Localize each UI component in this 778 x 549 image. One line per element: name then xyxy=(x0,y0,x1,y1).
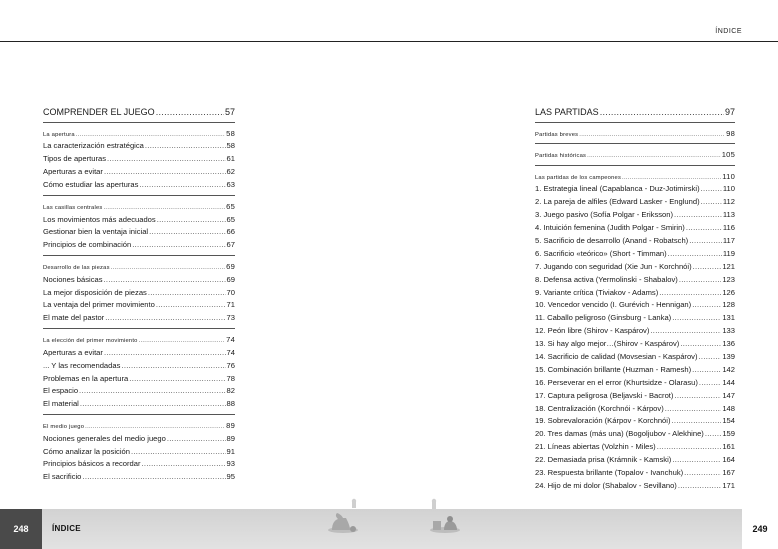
toc-entry-title: El espacio xyxy=(43,386,79,396)
toc-entry xyxy=(43,226,235,239)
toc-page-number: 136 xyxy=(722,339,735,349)
toc-entry-title: La elección del primer movimiento xyxy=(43,337,138,344)
toc-entry xyxy=(43,360,235,373)
running-header: ÍNDICE xyxy=(715,28,742,35)
dot-leader xyxy=(156,105,224,119)
dot-leader xyxy=(672,415,722,428)
dot-leader xyxy=(678,480,722,493)
toc-entry xyxy=(535,196,735,209)
toc-entry xyxy=(535,299,735,312)
dot-leader xyxy=(149,226,225,239)
toc-section-heading xyxy=(43,201,235,214)
toc-section-heading xyxy=(43,334,235,347)
toc-entry xyxy=(43,287,235,300)
toc-entry-title: Principios básicos a recordar xyxy=(43,459,141,469)
toc-entry-title: El mate del pastor xyxy=(43,313,105,323)
header-rule xyxy=(0,41,778,42)
dot-leader xyxy=(167,433,226,446)
toc-page-number: 76 xyxy=(226,360,235,370)
dot-leader xyxy=(693,261,722,274)
toc-entry xyxy=(535,235,735,248)
toc-entry xyxy=(43,179,235,192)
toc-entry-title: 3. Juego pasivo (Sofía Polgar - Eriksson) xyxy=(535,210,674,220)
toc-section-heading xyxy=(43,128,235,141)
dot-leader xyxy=(684,467,721,480)
dot-leader xyxy=(587,150,721,163)
page-footer xyxy=(0,509,778,549)
toc-entry xyxy=(535,441,735,454)
toc-left-column xyxy=(43,105,235,484)
toc-page-number: 110 xyxy=(722,184,735,194)
toc-page-number: 58 xyxy=(226,128,235,138)
toc-entry-title: La ventaja del primer movimiento xyxy=(43,300,155,310)
toc-page-number: 119 xyxy=(722,248,735,258)
toc-entry xyxy=(535,274,735,287)
toc-entry-title: ... Y las recomendadas xyxy=(43,360,121,370)
toc-entry-title: La mejor disposición de piezas xyxy=(43,287,147,297)
dot-leader xyxy=(107,153,226,166)
toc-entry xyxy=(535,325,735,338)
bishop-piece-icon xyxy=(428,497,440,537)
dot-leader xyxy=(105,312,225,325)
toc-entry-title: LAS PARTIDAS xyxy=(535,107,599,117)
toc-entry-title: Partidas breves xyxy=(535,131,579,138)
toc-page-number: 113 xyxy=(722,210,735,220)
toc-entry xyxy=(43,153,235,166)
toc-page-number: 97 xyxy=(724,107,735,117)
dot-leader xyxy=(699,377,721,390)
dot-leader xyxy=(689,235,722,248)
dot-leader xyxy=(82,471,225,484)
toc-page-number: 171 xyxy=(722,480,735,490)
toc-entry-title: 11. Caballo peligroso (Ginsburg - Lanka) xyxy=(535,313,672,323)
toc-page-number: 74 xyxy=(226,334,235,344)
toc-entry xyxy=(535,480,735,493)
toc-entry xyxy=(535,261,735,274)
toc-entry xyxy=(535,390,735,403)
toc-entry-title: Las casillas centrales xyxy=(43,204,103,211)
dot-leader xyxy=(657,441,722,454)
left-page-number: 248 xyxy=(0,509,42,549)
toc-entry-title: 1. Estrategia lineal (Capablanca - Duz-Jotimirski) xyxy=(535,184,700,194)
toc-page-number: 88 xyxy=(226,399,235,409)
dot-leader xyxy=(129,373,225,386)
toc-page-number: 133 xyxy=(722,326,735,336)
pawn-piece-icon xyxy=(348,497,360,537)
toc-entry xyxy=(43,398,235,411)
toc-entry xyxy=(43,239,235,252)
toc-page-number: 93 xyxy=(226,459,235,469)
toc-entry xyxy=(43,166,235,179)
toc-entry-title: Desarrollo de las piezas xyxy=(43,264,110,271)
toc-page-number: 89 xyxy=(226,420,235,430)
toc-page-number: 70 xyxy=(226,287,235,297)
dot-leader xyxy=(131,446,226,459)
toc-entry xyxy=(43,274,235,287)
section-divider xyxy=(43,328,235,329)
dot-leader xyxy=(142,458,226,471)
toc-page-number: 63 xyxy=(226,180,235,190)
toc-entry xyxy=(43,446,235,459)
toc-entry-title: Principios de combinación xyxy=(43,240,132,250)
toc-page-number: 148 xyxy=(722,403,735,413)
toc-entry-title: 21. Líneas abiertas (Volzhin - Miles) xyxy=(535,442,656,452)
toc-entry-title: 7. Jugando con seguridad (Xie Jun - Korchnói) xyxy=(535,261,692,271)
toc-entry-title: Aperturas a evitar xyxy=(43,347,103,357)
toc-page-number: 112 xyxy=(722,197,735,207)
toc-entry-title: Nociones básicas xyxy=(43,274,103,284)
toc-entry-title: Partidas históricas xyxy=(535,153,587,160)
toc-page-number: 126 xyxy=(722,287,735,297)
toc-entry xyxy=(43,140,235,153)
toc-entry xyxy=(43,214,235,227)
toc-page-number: 117 xyxy=(722,236,735,246)
toc-entry xyxy=(535,183,735,196)
toc-page-number: 154 xyxy=(722,416,735,426)
toc-page-number: 61 xyxy=(226,154,235,164)
toc-entry xyxy=(535,248,735,261)
toc-page-number: 58 xyxy=(226,141,235,151)
toc-entry-title: Aperturas a evitar xyxy=(43,167,103,177)
toc-page-number: 82 xyxy=(226,386,235,396)
toc-page-number: 62 xyxy=(226,167,235,177)
toc-entry-title: 2. La pareja de alfiles (Edward Lasker - Englund) xyxy=(535,197,700,207)
toc-entry xyxy=(43,347,235,360)
dot-leader xyxy=(659,287,721,300)
toc-entry-title: Nociones generales del medio juego xyxy=(43,433,166,443)
toc-page-number: 131 xyxy=(722,313,735,323)
dot-leader xyxy=(157,214,226,227)
dot-leader xyxy=(701,196,722,209)
toc-entry xyxy=(535,428,735,441)
toc-entry xyxy=(535,287,735,300)
toc-page-number: 159 xyxy=(722,429,735,439)
toc-section-heading xyxy=(43,261,235,274)
toc-page-number: 67 xyxy=(226,240,235,250)
toc-entry-title: COMPRENDER EL JUEGO xyxy=(43,107,155,117)
toc-right-column xyxy=(535,105,735,493)
dot-leader xyxy=(686,222,722,235)
toc-page-number: 65 xyxy=(226,214,235,224)
dot-leader xyxy=(692,364,721,377)
toc-entry xyxy=(535,403,735,416)
dot-leader xyxy=(692,299,721,312)
toc-page-number: 95 xyxy=(226,472,235,482)
toc-entry-title: La apertura xyxy=(43,131,75,138)
toc-entry-title: El material xyxy=(43,399,79,409)
dot-leader xyxy=(148,287,226,300)
toc-entry xyxy=(43,312,235,325)
section-divider xyxy=(535,143,735,144)
toc-page-number: 142 xyxy=(722,364,735,374)
toc-page-number: 105 xyxy=(721,150,735,160)
dot-leader xyxy=(679,274,722,287)
toc-section-heading xyxy=(535,149,735,162)
toc-entry-title: 14. Sacrificio de calidad (Movsesian - Kaspárov) xyxy=(535,352,698,362)
toc-entry xyxy=(43,433,235,446)
toc-section-heading xyxy=(535,171,735,184)
dot-leader xyxy=(701,183,722,196)
toc-entry xyxy=(43,471,235,484)
dot-leader xyxy=(104,166,226,179)
toc-part-heading xyxy=(43,105,235,119)
toc-entry xyxy=(535,312,735,325)
toc-entry-title: 8. Defensa activa (Yermolinski - Shabalov) xyxy=(535,274,678,284)
toc-entry-title: Gestionar bien la ventaja inicial xyxy=(43,227,149,237)
footer-title: ÍNDICE xyxy=(52,524,81,533)
dot-leader xyxy=(705,428,721,441)
toc-entry-title: 4. Intuición femenina (Judith Polgar - Smirin) xyxy=(535,223,685,233)
toc-page-number: 74 xyxy=(226,347,235,357)
toc-entry-title: 10. Vencedor vencido (I. Gurévich - Hennigan) xyxy=(535,300,692,310)
toc-entry xyxy=(535,222,735,235)
dot-leader xyxy=(699,351,722,364)
toc-page-number: 128 xyxy=(722,300,735,310)
toc-entry-title: La caracterización estratégica xyxy=(43,141,144,151)
right-page-number: 249 xyxy=(742,509,778,549)
toc-entry-title: Los movimientos más adecuados xyxy=(43,214,156,224)
toc-page-number: 69 xyxy=(226,274,235,284)
toc-entry-title: Las partidas de los campeones xyxy=(535,174,622,181)
dot-leader xyxy=(668,248,722,261)
toc-entry-title: 12. Peón libre (Shirov - Kaspárov) xyxy=(535,326,650,336)
toc-page-number: 164 xyxy=(722,455,735,465)
footer-band xyxy=(0,509,778,549)
toc-entry xyxy=(535,454,735,467)
dot-leader xyxy=(674,209,722,222)
dot-leader xyxy=(79,385,226,398)
toc-page-number: 71 xyxy=(226,300,235,310)
toc-page-number: 91 xyxy=(226,446,235,456)
dot-leader xyxy=(600,105,724,119)
dot-leader xyxy=(674,390,721,403)
toc-entry-title: 20. Tres damas (más una) (Bogoljubov - Alekhine) xyxy=(535,429,704,439)
toc-entry-title: 13. Si hay algo mejor…(Shirov - Kaspárov) xyxy=(535,339,680,349)
section-divider xyxy=(43,122,235,123)
toc-entry-title: 16. Perseverar en el error (Khurtsidze - Olarasu) xyxy=(535,377,698,387)
toc-entry-title: 19. Sobrevaloración (Kárpov - Korchnói) xyxy=(535,416,671,426)
dot-leader xyxy=(665,403,722,416)
toc-entry-title: 23. Respuesta brillante (Topalov - Ivanchuk) xyxy=(535,468,684,478)
dot-leader xyxy=(104,347,226,360)
toc-page-number: 144 xyxy=(722,377,735,387)
toc-page-number: 121 xyxy=(722,261,735,271)
toc-page-number: 110 xyxy=(722,171,735,181)
toc-entry-title: Cómo analizar la posición xyxy=(43,446,130,456)
toc-entry-title: 5. Sacrificio de desarrollo (Anand - Robatsch) xyxy=(535,236,689,246)
toc-page-number: 161 xyxy=(722,442,735,452)
dot-leader xyxy=(680,338,721,351)
toc-page-number: 65 xyxy=(226,201,235,211)
dot-leader xyxy=(132,239,225,252)
toc-page-number: 66 xyxy=(226,227,235,237)
dot-leader xyxy=(650,325,721,338)
toc-entry xyxy=(43,373,235,386)
toc-entry-title: Cómo estudiar las aperturas xyxy=(43,180,139,190)
section-divider xyxy=(535,122,735,123)
dot-leader xyxy=(145,140,226,153)
toc-entry xyxy=(535,351,735,364)
toc-page-number: 73 xyxy=(226,313,235,323)
toc-entry-title: 9. Variante crítica (Tiviakov - Adams) xyxy=(535,287,659,297)
toc-entry-title: 17. Captura peligrosa (Beljavski - Bacrot) xyxy=(535,390,674,400)
dot-leader xyxy=(672,454,721,467)
toc-entry xyxy=(535,338,735,351)
toc-entry xyxy=(535,377,735,390)
section-divider xyxy=(43,195,235,196)
dot-leader xyxy=(139,179,225,192)
section-divider xyxy=(43,414,235,415)
toc-page-number: 116 xyxy=(722,223,735,233)
toc-section-heading xyxy=(535,128,735,141)
toc-page-number: 123 xyxy=(722,274,735,284)
toc-entry-title: Tipos de aperturas xyxy=(43,154,107,164)
toc-entry-title: 6. Sacrificio «teórico» (Short - Timman) xyxy=(535,248,667,258)
toc-entry-title: Problemas en la apertura xyxy=(43,373,129,383)
dot-leader xyxy=(121,360,225,373)
toc-section-heading xyxy=(43,420,235,433)
toc-entry xyxy=(43,299,235,312)
toc-page-number: 98 xyxy=(726,128,735,138)
section-divider xyxy=(43,255,235,256)
toc-entry-title: 18. Centralización (Korchnói - Kárpov) xyxy=(535,403,664,413)
dot-leader xyxy=(156,299,226,312)
toc-entry-title: El medio juego xyxy=(43,423,85,430)
dot-leader xyxy=(672,312,721,325)
dot-leader xyxy=(104,274,226,287)
toc-page-number: 139 xyxy=(722,352,735,362)
toc-page-number: 147 xyxy=(722,390,735,400)
toc-entry xyxy=(535,209,735,222)
toc-entry-title: 24. Hijo de mi dolor (Shabalov - Sevillano) xyxy=(535,480,677,490)
toc-entry-title: El sacrificio xyxy=(43,472,82,482)
toc-entry xyxy=(535,467,735,480)
toc-entry xyxy=(535,364,735,377)
toc-page-number: 78 xyxy=(226,373,235,383)
toc-page-number: 69 xyxy=(226,261,235,271)
dot-leader xyxy=(579,129,725,142)
toc-entry xyxy=(535,415,735,428)
toc-entry-title: 22. Demasiada prisa (Krámnik - Kamski) xyxy=(535,455,672,465)
toc-entry-title: 15. Combinación brillante (Huzman - Ramesh) xyxy=(535,364,692,374)
toc-entry xyxy=(43,458,235,471)
toc-page-number: 89 xyxy=(226,433,235,443)
toc-page-number: 57 xyxy=(224,107,235,117)
toc-entry xyxy=(43,385,235,398)
section-divider xyxy=(535,165,735,166)
dot-leader xyxy=(80,398,226,411)
toc-part-heading xyxy=(535,105,735,119)
toc-page-number: 167 xyxy=(722,468,735,478)
